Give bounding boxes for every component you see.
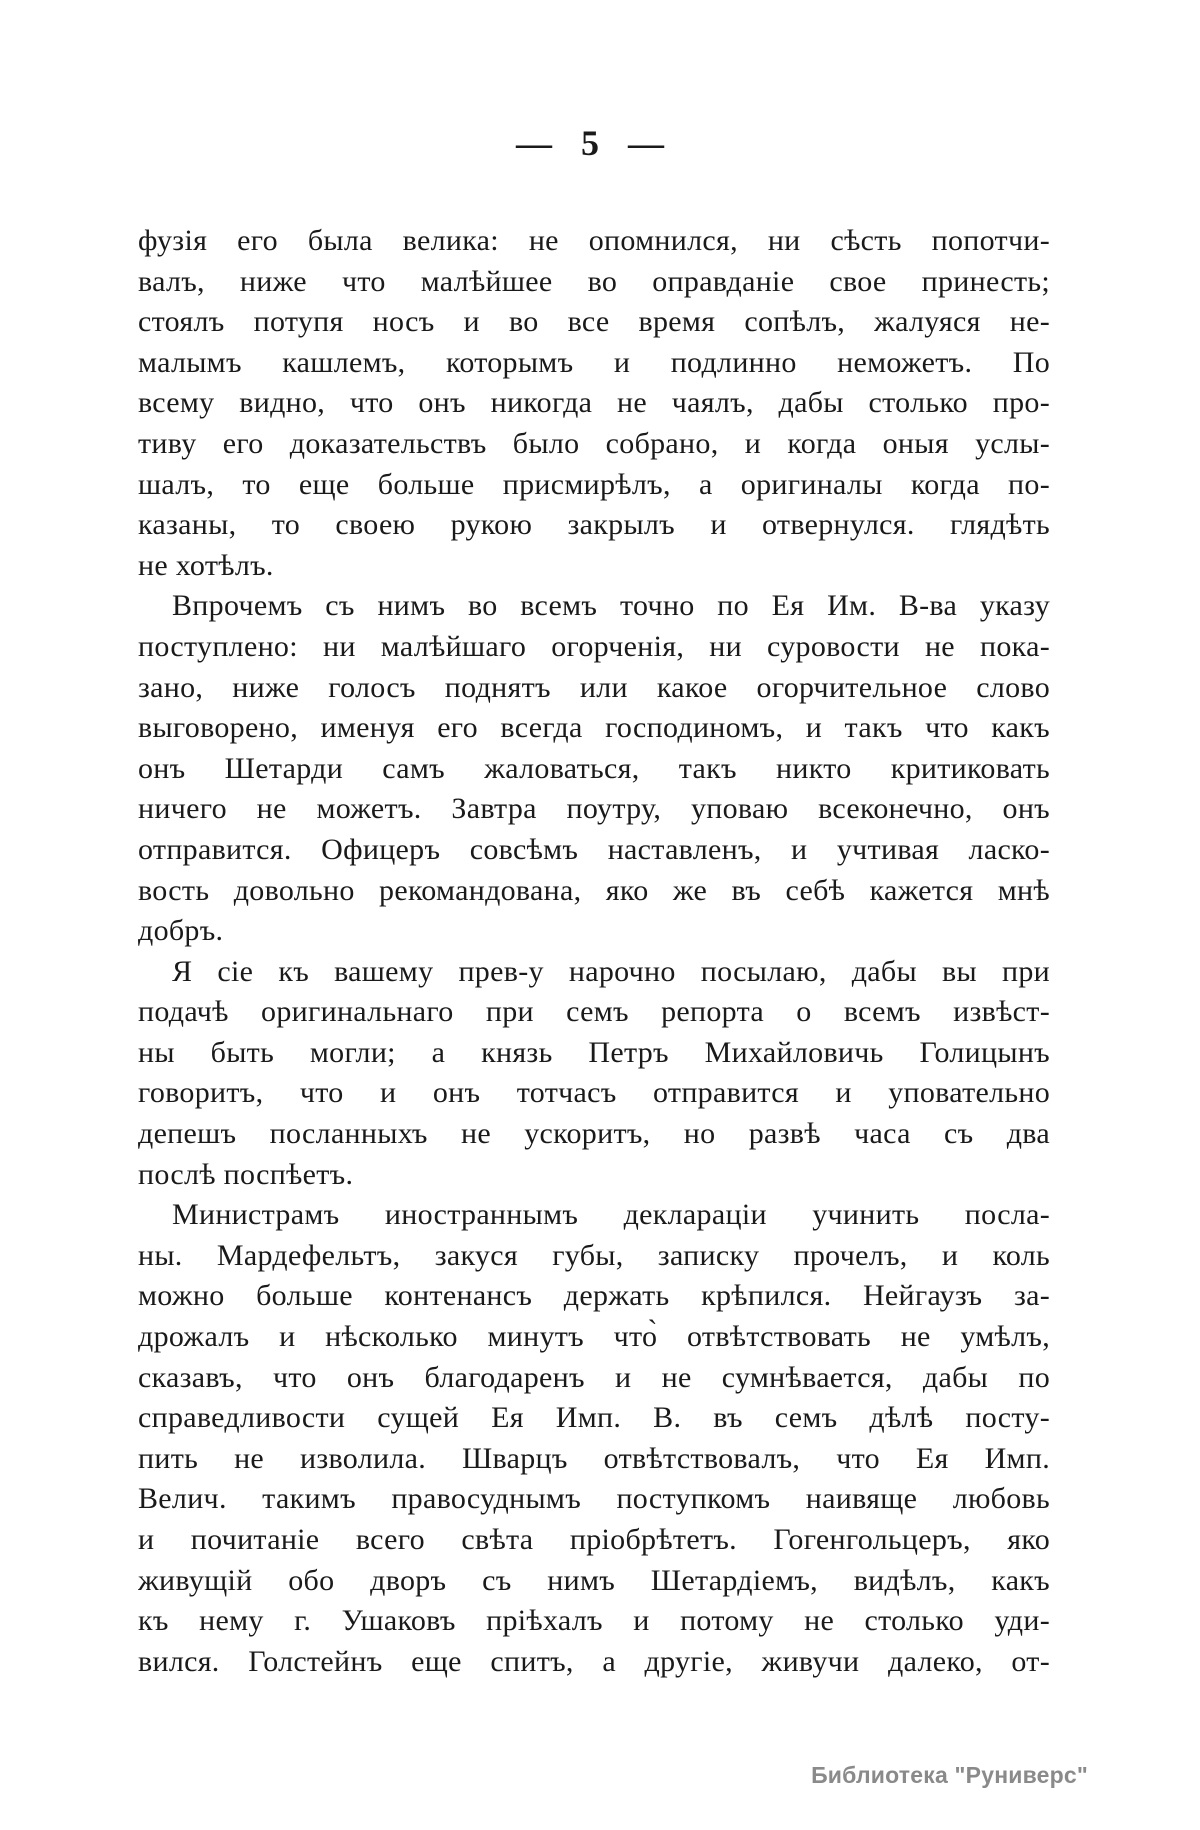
text-line: говоритъ, что и онъ тотчасъ отправится и уповательно	[138, 1076, 1050, 1110]
text-line: шалъ, то еще больше присмирѣлъ, а оригиналы когда по-	[138, 467, 1050, 501]
text-line: ны быть могли; а князь Петръ Михайловичь Голицынъ	[138, 1035, 1050, 1069]
text-line: выговорено, именуя его всегда господиномъ, и такъ что какъ	[138, 711, 1050, 745]
text-line: добръ.	[138, 914, 224, 948]
text-line: ничего не можетъ. Завтра поутру, уповаю всеконечно, онъ	[138, 792, 1050, 826]
text-line: Велич. такимъ правосуднымъ поступкомъ наивяще любовь	[138, 1482, 1050, 1516]
text-line: вился. Голстейнъ еще спитъ, а другіе, живучи далеко, от-	[138, 1644, 1050, 1678]
text-line: Я сіе къ вашему прев-у нарочно посылаю, дабы вы при	[172, 954, 1050, 988]
text-line: живущій обо дворъ съ нимъ Шетардіемъ, видѣлъ, какъ	[138, 1563, 1050, 1597]
text-line: валъ, ниже что малѣйшее во оправданіе свое принесть;	[138, 264, 1050, 298]
text-line: подачѣ оригинальнаго при семъ репорта о всемъ извѣст-	[138, 995, 1050, 1029]
text-line: Министрамъ иностраннымъ деклараціи учинить посла-	[172, 1198, 1050, 1232]
page-number: — 5 —	[516, 123, 664, 163]
text-line: можно больше контенансъ держать крѣпился. Нейгаузъ за-	[138, 1279, 1050, 1313]
paragraph	[138, 1195, 1050, 1682]
text-line: Впрочемъ съ нимъ во всемъ точно по Ея Им. В-ва указу	[172, 589, 1050, 623]
text-line: стоялъ потупя носъ и во все время сопѣлъ, жалуяся не-	[138, 305, 1050, 339]
paragraph	[138, 586, 1050, 951]
text-line: тиву его доказательствъ было собрано, и когда оныя услы-	[138, 426, 1050, 460]
text-line: пить не изволила. Шварцъ отвѣтствовалъ, что Ея Имп.	[138, 1441, 1050, 1475]
text-line: ны. Мардефельтъ, закуся губы, записку прочелъ, и коль	[138, 1238, 1050, 1272]
text-line: казаны, то своею рукою закрылъ и отвернулся. глядѣть	[138, 508, 1050, 542]
text-line: къ нему г. Ушаковъ пріѣхалъ и потому не столько уди-	[138, 1604, 1050, 1638]
text-line: зано, ниже голосъ поднятъ или какое огорчительное слово	[138, 670, 1050, 704]
text-line: отправится. Офицеръ совсѣмъ наставленъ, и учтивая ласко-	[138, 832, 1050, 866]
text-line: справедливости сущей Ея Имп. В. въ семъ дѣлѣ посту-	[138, 1401, 1050, 1435]
text-block	[138, 221, 1050, 1682]
text-line: не хотѣлъ.	[138, 548, 274, 582]
text-line: поступлено: ни малѣйшаго огорченія, ни суровости не пока-	[138, 629, 1050, 663]
text-line: всему видно, что онъ никогда не чаялъ, дабы столько про-	[138, 386, 1050, 420]
text-line: и почитаніе всего свѣта пріобрѣтетъ. Гогенгольцеръ, яко	[138, 1523, 1050, 1556]
text-line: малымъ кашлемъ, которымъ и подлинно неможетъ. По	[138, 345, 1050, 379]
text-line: онъ Шетарди самъ жаловаться, такъ никто критиковать	[138, 751, 1050, 785]
text-line: вость довольно рекомандована, яко же въ себѣ кажется мнѣ	[138, 873, 1050, 907]
text-line: сказавъ, что онъ благодаренъ и не сумнѣвается, дабы по	[138, 1360, 1050, 1394]
text-line: фузія его была велика: не опомнился, ни сѣсть попотчи-	[138, 224, 1050, 257]
paragraph	[138, 952, 1050, 1196]
text-line: дрожалъ и нѣсколько минутъ что̀ отвѣтствовать не умѣлъ,	[138, 1320, 1050, 1354]
library-watermark: Библиотека "Руниверс"	[811, 1762, 1088, 1788]
text-line: депешъ посланныхъ не ускоритъ, но развѣ часа съ два	[138, 1117, 1050, 1151]
paragraph	[138, 221, 1050, 586]
text-line: послѣ поспѣетъ.	[138, 1157, 354, 1191]
